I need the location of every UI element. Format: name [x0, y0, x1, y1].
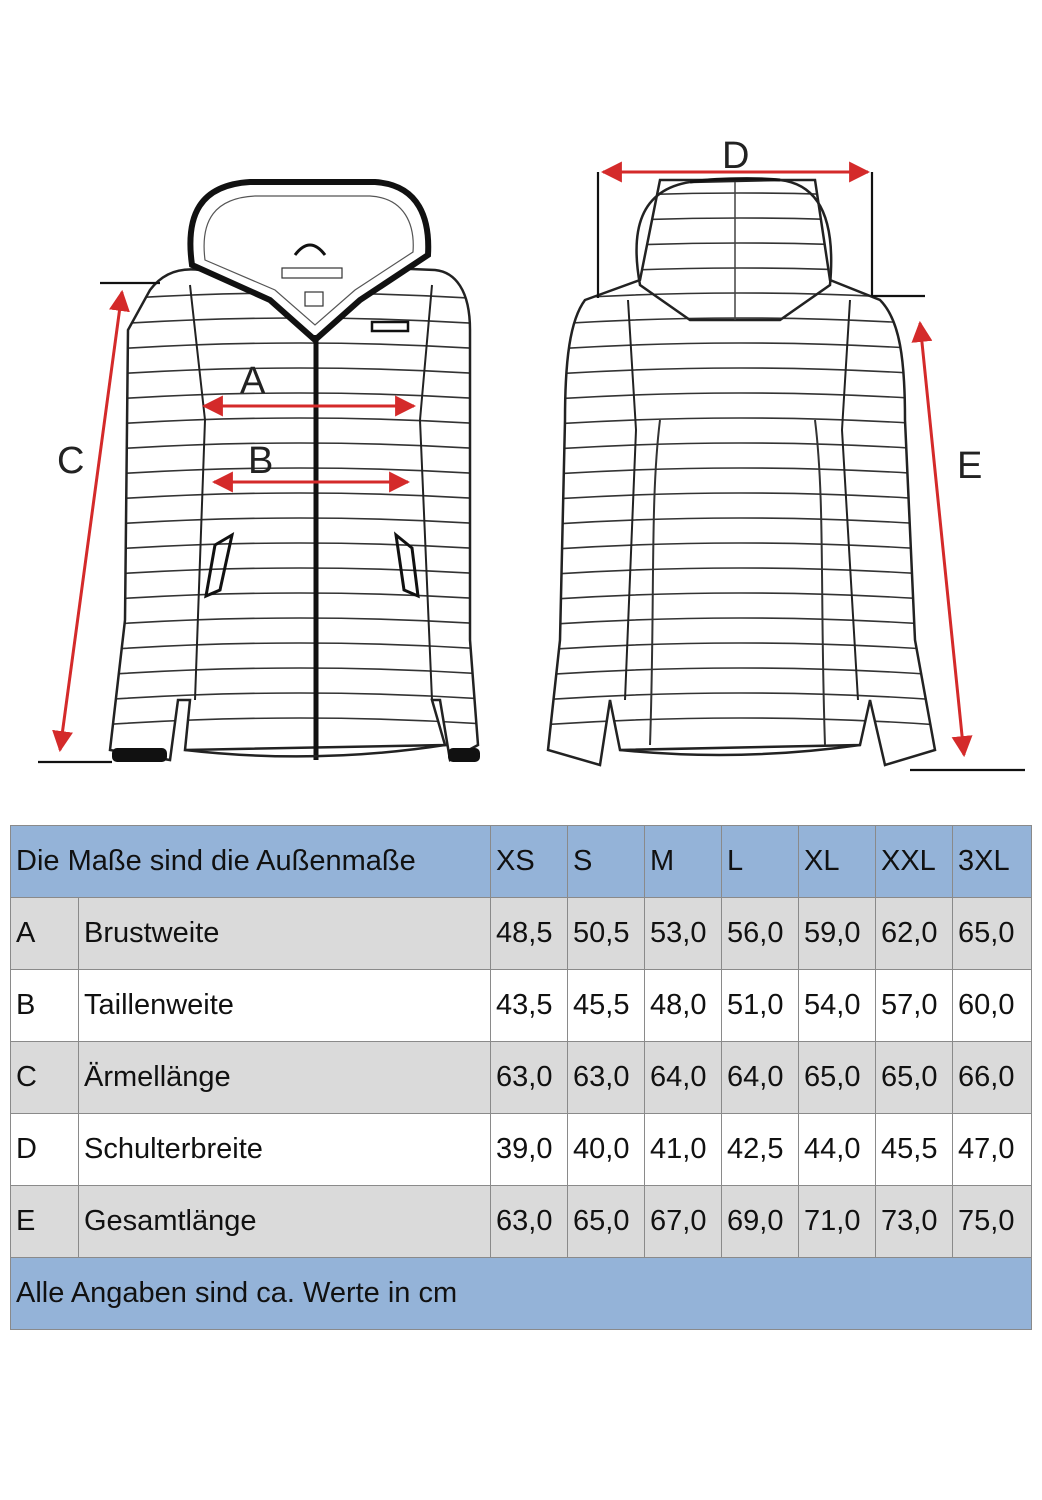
value-cell: 63,0 — [491, 1042, 568, 1114]
row-label-cell: Gesamtlänge — [79, 1186, 491, 1258]
size-header-cell: XS — [491, 826, 568, 898]
row-label-cell: Taillenweite — [79, 970, 491, 1042]
size-header-cell: M — [645, 826, 722, 898]
label-c: C — [57, 440, 85, 482]
value-cell: 64,0 — [645, 1042, 722, 1114]
table-row — [11, 970, 1032, 1042]
value-cell: 53,0 — [645, 898, 722, 970]
value-cell: 60,0 — [953, 970, 1032, 1042]
table-row — [11, 1042, 1032, 1114]
value-cell: 63,0 — [568, 1042, 645, 1114]
row-key-cell: C — [11, 1042, 79, 1114]
label-a: A — [240, 360, 266, 402]
label-e: E — [957, 445, 983, 487]
size-header-cell: XXL — [876, 826, 953, 898]
jacket-back-drawing — [540, 179, 940, 765]
arrow-c — [60, 292, 122, 750]
value-cell: 51,0 — [722, 970, 799, 1042]
size-header-cell: S — [568, 826, 645, 898]
value-cell: 73,0 — [876, 1186, 953, 1258]
value-cell: 65,0 — [876, 1042, 953, 1114]
table-footer-row — [11, 1258, 1032, 1330]
value-cell: 50,5 — [568, 898, 645, 970]
value-cell: 45,5 — [568, 970, 645, 1042]
value-cell: 54,0 — [799, 970, 876, 1042]
value-cell: 65,0 — [799, 1042, 876, 1114]
value-cell: 47,0 — [953, 1114, 1032, 1186]
value-cell: 41,0 — [645, 1114, 722, 1186]
table-row — [11, 1114, 1032, 1186]
table-row — [11, 1186, 1032, 1258]
table-header-row — [11, 826, 1032, 898]
value-cell: 64,0 — [722, 1042, 799, 1114]
label-b: B — [248, 440, 274, 482]
label-d: D — [722, 135, 750, 177]
value-cell: 48,5 — [491, 898, 568, 970]
row-label-cell: Brustweite — [79, 898, 491, 970]
table-row — [11, 898, 1032, 970]
value-cell: 45,5 — [876, 1114, 953, 1186]
value-cell: 62,0 — [876, 898, 953, 970]
size-chart-table — [10, 825, 1032, 1330]
value-cell: 66,0 — [953, 1042, 1032, 1114]
value-cell: 44,0 — [799, 1114, 876, 1186]
row-key-cell: E — [11, 1186, 79, 1258]
arrow-e — [920, 323, 964, 755]
value-cell: 67,0 — [645, 1186, 722, 1258]
value-cell: 42,5 — [722, 1114, 799, 1186]
row-label-cell: Ärmellänge — [79, 1042, 491, 1114]
value-cell: 39,0 — [491, 1114, 568, 1186]
value-cell: 56,0 — [722, 898, 799, 970]
value-cell: 63,0 — [491, 1186, 568, 1258]
value-cell: 65,0 — [953, 898, 1032, 970]
size-header-cell: L — [722, 826, 799, 898]
row-label-cell: Schulterbreite — [79, 1114, 491, 1186]
row-key-cell: A — [11, 898, 79, 970]
value-cell: 57,0 — [876, 970, 953, 1042]
value-cell: 43,5 — [491, 970, 568, 1042]
row-key-cell: B — [11, 970, 79, 1042]
size-header-cell: 3XL — [953, 826, 1032, 898]
value-cell: 40,0 — [568, 1114, 645, 1186]
value-cell: 48,0 — [645, 970, 722, 1042]
value-cell: 65,0 — [568, 1186, 645, 1258]
row-key-cell: D — [11, 1114, 79, 1186]
size-header-cell: XL — [799, 826, 876, 898]
value-cell: 59,0 — [799, 898, 876, 970]
jacket-front-drawing — [100, 182, 500, 762]
table-footer-note: Alle Angaben sind ca. Werte in cm — [11, 1258, 1032, 1330]
value-cell: 69,0 — [722, 1186, 799, 1258]
table-header-title: Die Maße sind die Außenmaße — [11, 826, 491, 898]
value-cell: 75,0 — [953, 1186, 1032, 1258]
value-cell: 71,0 — [799, 1186, 876, 1258]
